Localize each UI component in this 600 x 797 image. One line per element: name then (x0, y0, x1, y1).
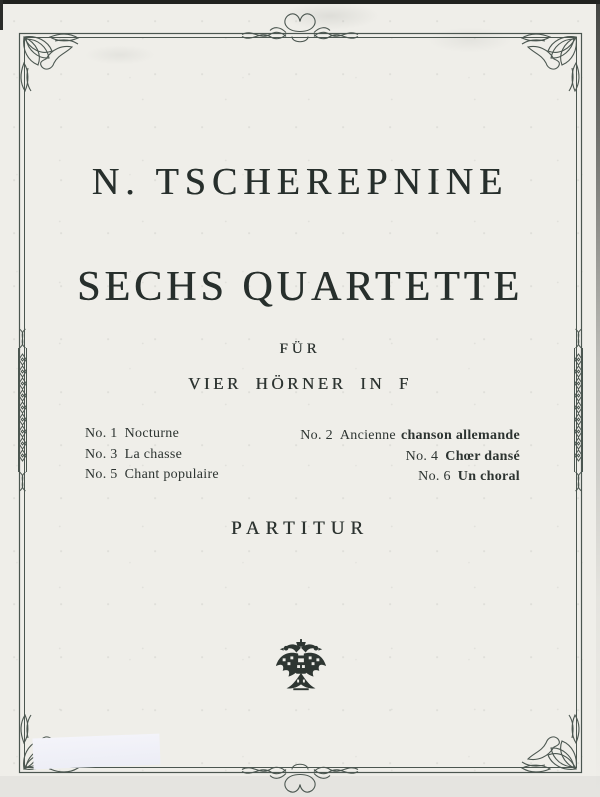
piece-title-bold: Chœr dansé (445, 448, 520, 464)
piece-number: No. 5 (85, 467, 118, 482)
piece-title: La chasse (124, 446, 183, 462)
work-title: SECHS QUARTETTE (77, 264, 523, 310)
piece-item (85, 424, 224, 445)
piece-title: Nocturne (124, 426, 180, 441)
piece-item (300, 447, 520, 468)
eagle-icon (274, 639, 328, 697)
piece-number: No. 3 (85, 446, 118, 462)
blank-label-sticker (32, 734, 160, 770)
format-label: PARTITUR (230, 518, 369, 539)
piece-number: No. 2 (300, 428, 333, 443)
piece-number: No. 4 (405, 448, 439, 464)
piece-item (85, 445, 224, 466)
instrumentation: VIER HÖRNER IN F (188, 374, 412, 393)
piece-title: Chant populaire (124, 467, 219, 482)
piece-number: No. 6 (418, 469, 451, 484)
piece-number: No. 1 (85, 426, 118, 441)
piece-title-bold: chanson allemande (400, 428, 520, 443)
piece-item (85, 465, 224, 486)
piece-title-bold: Un choral (457, 469, 520, 484)
double-headed-eagle-emblem (274, 639, 328, 697)
composer-name: N. TSCHEREPNINE (91, 161, 509, 203)
piece-item (300, 426, 520, 447)
piece-list-left (85, 424, 224, 486)
for-word: FÜR (279, 341, 321, 357)
piece-title-plain: Ancienne (339, 428, 396, 443)
piece-item (300, 467, 520, 488)
piece-list-right (300, 426, 520, 488)
